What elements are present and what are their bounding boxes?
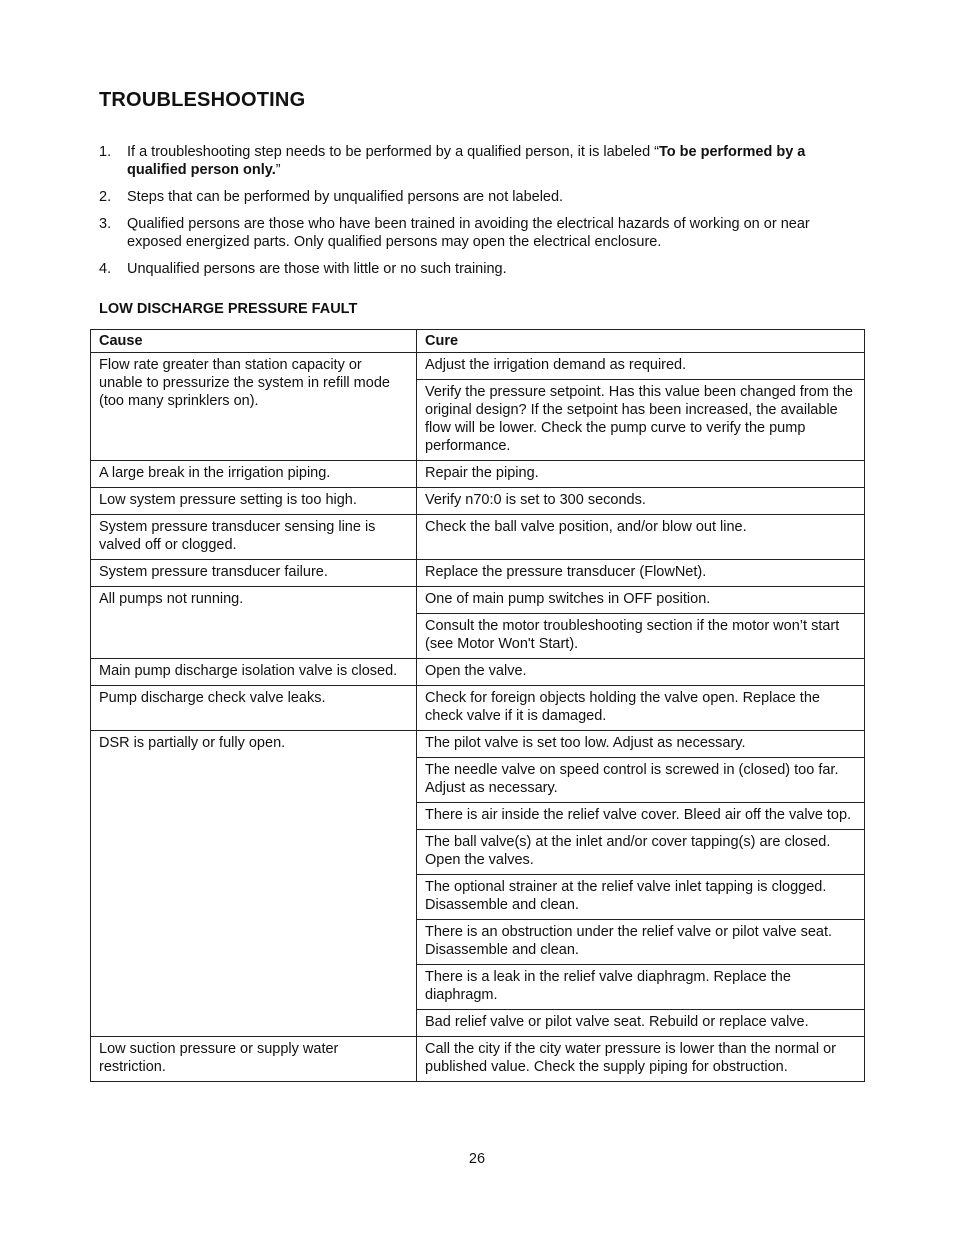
note-text-end: ” [275, 162, 281, 178]
cause-cell: System pressure transducer failure. [91, 560, 417, 587]
cure-cell: The ball valve(s) at the inlet and/or cover tapping(s) are closed. Open the valves. [417, 830, 865, 875]
cure-cell: Bad relief valve or pilot valve seat. Rebuild or replace valve. [417, 1010, 865, 1037]
cure-cell: Adjust the irrigation demand as required. [417, 353, 865, 380]
note-number: 1. [99, 144, 112, 160]
cure-cell: Check for foreign objects holding the valve open. Replace the check valve if it is damaged. [417, 686, 865, 731]
table-row [91, 686, 865, 731]
note-text: Unqualified persons are those with little or no such training. [127, 261, 507, 277]
cure-cell: The pilot valve is set too low. Adjust as necessary. [417, 731, 865, 758]
cure-cell: Open the valve. [417, 659, 865, 686]
cure-cell: There is a leak in the relief valve diaphragm. Replace the diaphragm. [417, 965, 865, 1010]
note-number: 2. [99, 189, 112, 205]
cause-cell: Main pump discharge isolation valve is closed. [91, 659, 417, 686]
table-header-row [91, 330, 865, 353]
cause-cell: All pumps not running. [91, 587, 417, 659]
cure-cell: Call the city if the city water pressure is lower than the normal or published value. Check the supply piping for obstruction. [417, 1037, 865, 1082]
note-bold-text: To be performed by a qualified person only. [127, 144, 806, 178]
note-text: Steps that can be performed by unqualified persons are not labeled. [127, 189, 564, 205]
table-body [91, 353, 865, 1082]
note-item [99, 188, 859, 206]
cure-cell: Check the ball valve position, and/or blow out line. [417, 515, 865, 560]
troubleshooting-notes-list [99, 143, 859, 287]
cure-cell: Repair the piping. [417, 461, 865, 488]
table-row [91, 560, 865, 587]
note-item [99, 215, 859, 251]
table-row [91, 1037, 865, 1082]
note-number: 4. [99, 261, 112, 277]
page-title: TROUBLESHOOTING [99, 89, 306, 111]
cure-cell: One of main pump switches in OFF position. [417, 587, 865, 614]
cause-cell: System pressure transducer sensing line is valved off or clogged. [91, 515, 417, 560]
cure-cell: There is air inside the relief valve cover. Bleed air off the valve top. [417, 803, 865, 830]
table-row [91, 587, 865, 614]
cause-cell: Low system pressure setting is too high. [91, 488, 417, 515]
cause-cell: DSR is partially or fully open. [91, 731, 417, 1037]
cure-cell: Consult the motor troubleshooting section if the motor won’t start (see Motor Won't Start). [417, 614, 865, 659]
cause-cell: Low suction pressure or supply water restriction. [91, 1037, 417, 1082]
section-title: LOW DISCHARGE PRESSURE FAULT [99, 301, 358, 317]
note-number: 3. [99, 216, 112, 232]
column-header-cause: Cause [91, 330, 417, 353]
table-row [91, 731, 865, 758]
note-item [99, 260, 859, 278]
column-header-cure: Cure [417, 330, 865, 353]
cure-cell: Verify n70:0 is set to 300 seconds. [417, 488, 865, 515]
cause-cell: A large break in the irrigation piping. [91, 461, 417, 488]
cure-cell: Verify the pressure setpoint. Has this value been changed from the original design? If the setpoint has been increased, the available flow will be lower. Check the pump curve to verify the pump performance. [417, 380, 865, 461]
table-row [91, 353, 865, 380]
cure-cell: The needle valve on speed control is screwed in (closed) too far. Adjust as necessary. [417, 758, 865, 803]
cause-cell: Pump discharge check valve leaks. [91, 686, 417, 731]
cure-cell: There is an obstruction under the relief valve or pilot valve seat. Disassemble and clean. [417, 920, 865, 965]
low-discharge-pressure-table [90, 329, 865, 1082]
table-row [91, 515, 865, 560]
cure-cell: The optional strainer at the relief valve inlet tapping is clogged. Disassemble and clean. [417, 875, 865, 920]
page-number: 26 [468, 1151, 486, 1167]
note-text: If a troubleshooting step needs to be performed by a qualified person, it is labeled “ [127, 144, 659, 160]
cause-cell: Flow rate greater than station capacity or unable to pressurize the system in refill mode (too many sprinklers on). [91, 353, 417, 461]
table-row [91, 659, 865, 686]
table-row [91, 488, 865, 515]
note-text: Qualified persons are those who have been trained in avoiding the electrical hazards of working on or near exposed energized parts. Only qualified persons may open the electrical enclosure. [127, 216, 810, 250]
table-row [91, 461, 865, 488]
cure-cell: Replace the pressure transducer (FlowNet). [417, 560, 865, 587]
note-item [99, 143, 859, 179]
